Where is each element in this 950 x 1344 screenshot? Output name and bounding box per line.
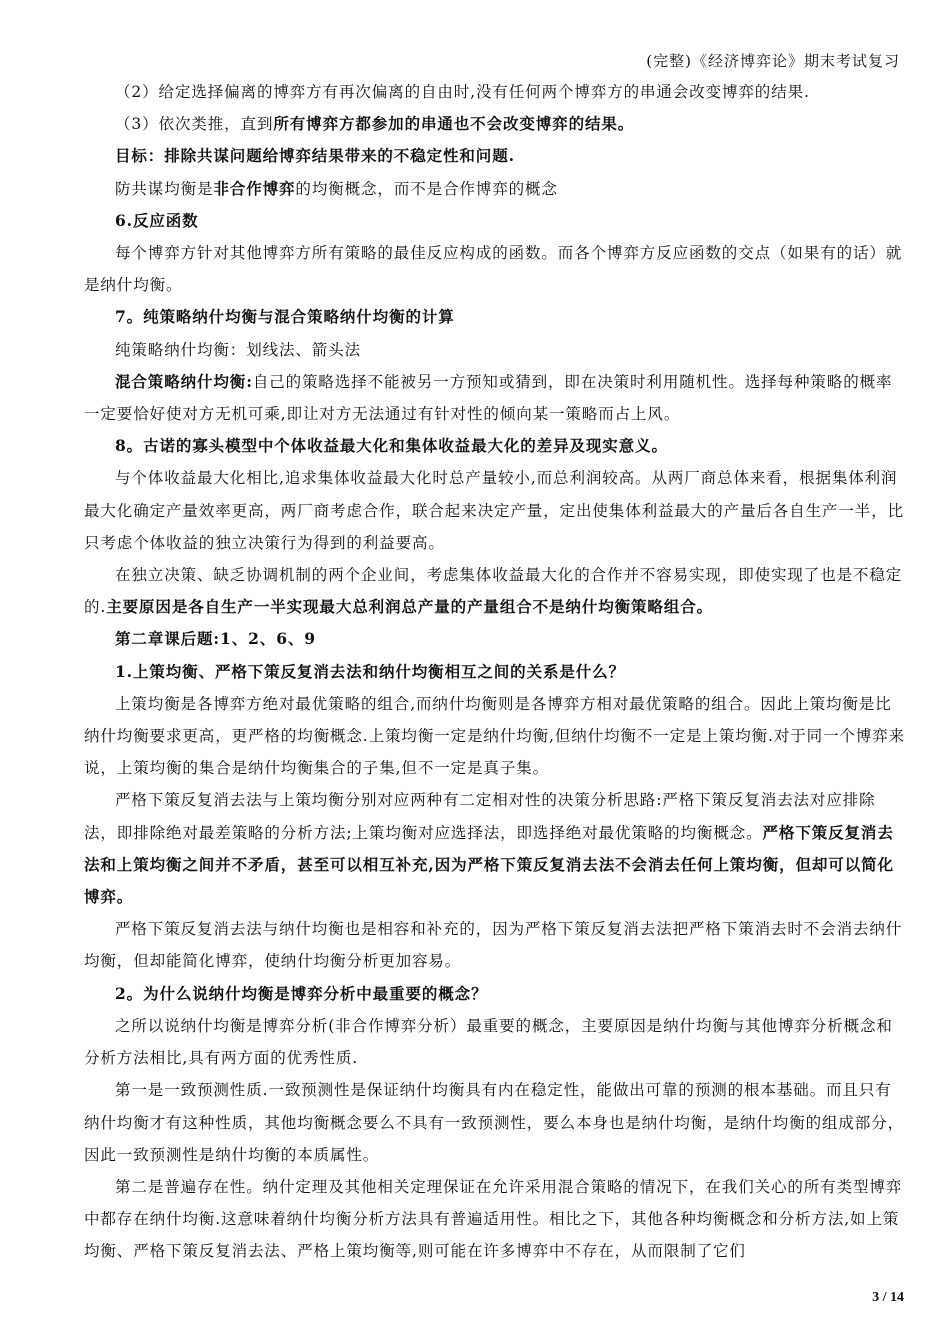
paragraph-nash-importance [84, 1010, 908, 1074]
text-run: 与个体收益最大化相比,追求集体收益最大化时总产量较小,而总利润较高。从两厂商总体来看，根据集体利润最大化确定产量效率更高，两厂商考虑合作，联合起来决定产量，定出使集体利益最大的产量后各自生产一半，比只考虑个体收益的独立决策行为得到的利益要高。 [84, 469, 905, 552]
text-run: 第一是一致预测性质.一致预测性是保证纳什均衡具有内在稳定性，能做出可靠的预测的根本基础。而且只有纳什均衡才有这种性质，其他均衡概念要么不具有一致预测性，要么本身也是纳什均衡，是纳什均衡的组成部分，因此一致预测性是纳什均衡的本质属性。 [84, 1081, 905, 1164]
paragraph-coalition-proof [84, 173, 908, 205]
paragraph-dominant-equilibrium [84, 688, 908, 785]
question-2 [84, 978, 908, 1010]
paragraph-collusion-3 [84, 108, 908, 140]
text-run: 主要原因是各自生产一半实现最大总利润总产量的产量组合不是纳什均衡策略组合。 [106, 597, 714, 617]
text-run: 严格下策反复消去法与纳什均衡也是相容和补充的，因为严格下策反复消去法把严格下策消去时不会消去纳什均衡，但却能简化博弈，使纳什均衡分析更加容易。 [84, 920, 903, 971]
text-run: 在独立决策、缺乏协调机制的两个企业间，考虑集体收益最大化的合作并不容易实现，即使实现了也是不稳定的. [84, 566, 903, 617]
text-run: 第二章课后题:1、2、6、9 [115, 629, 316, 649]
text-run: 纯策略纳什均衡：划线法、箭头法 [115, 340, 362, 359]
paragraph-iterated-elimination [84, 784, 908, 913]
paragraph-collusion-2 [84, 76, 908, 108]
text-run: 严格下策反复消去法和上策均衡之间并不矛盾，甚至可以相互补充,因为严格下策反复消去法不会消去任何上策均衡，但却可以简化博弈。 [84, 822, 894, 907]
text-run: 6.反应函数 [115, 210, 199, 230]
chapter-2-homework [84, 623, 908, 655]
text-run: 第二是普遍存在性。纳什定理及其他相关定理保证在允许采用混合策略的情况下，在我们关心的所有类型博弈中都存在纳什均衡.这意味着纳什均衡分析方法具有普遍适用性。相比之下，其他各种均衡概念和分析方法,如上策均衡、严格下策反复消去法、严格上策均衡等,则可能在许多博弈中不存在，从而限制了它们 [84, 1177, 903, 1261]
text-run: 2。为什么说纳什均衡是博弈分析中最重要的概念？ [115, 983, 488, 1003]
text-run: 目标：排除共谋问题给博弈结果带来的不稳定性和问题. [115, 146, 515, 166]
text-run: 的均衡概念，而不是合作博弈的概念 [295, 179, 558, 198]
text-run: 非合作博弈 [213, 178, 296, 198]
section-heading-8 [84, 430, 908, 462]
document-body [84, 76, 908, 1268]
paragraph-mixed-strategy [84, 366, 908, 430]
text-run: 防共谋均衡是 [115, 179, 214, 198]
paragraph-cournot-2 [84, 559, 908, 623]
paragraph-goal [84, 140, 908, 172]
text-run: 严格下策反复消去法与上策均衡分别对应两种有二定相对性的决策分析思路:严格下策反复消去法对应排除法，即排除绝对最差策略的分析方法;上策均衡对应选择法，即选择绝对最优策略的均衡概念。 [84, 791, 876, 842]
paragraph-pure-strategy [84, 334, 908, 366]
text-run: 每个博弈方针对其他博弈方所有策略的最佳反应构成的函数。而各个博弈方反应函数的交点（如果有的话）就是纳什均衡。 [84, 244, 903, 295]
section-heading-7 [84, 301, 908, 333]
text-run: 之所以说纳什均衡是博弈分析(非合作博弈分析）最重要的概念，主要原因是纳什均衡与其他博弈分析概念和分析方法相比,具有两方面的优秀性质. [84, 1016, 893, 1068]
text-run: 所有博弈方都参加的串通也不会改变博弈的结果。 [273, 114, 635, 134]
text-run: 自己的策略选择不能被另一方预知或猜到，即在决策时利用随机性。选择每种策略的概率一定要恰好使对方无机可乘,即让对方无法通过有针对性的倾向某一策略而占上风。 [84, 372, 893, 424]
page-number: 3 / 14 [872, 1290, 904, 1305]
text-run: 1.上策均衡、严格下策反复消去法和纳什均衡相互之间的关系是什么？ [115, 661, 625, 681]
page-header: (完整)《经济博弈论》期末考试复习 [646, 52, 900, 70]
question-1 [84, 656, 908, 688]
paragraph-cournot-1 [84, 462, 908, 559]
text-run: 混合策略纳什均衡: [115, 371, 253, 391]
paragraph-universal-existence [84, 1171, 908, 1268]
text-run: （2）给定选择偏离的博弈方有再次偏离的自由时,没有任何两个博弈方的串通会改变博弈的结果. [115, 83, 810, 101]
section-heading-6 [84, 205, 908, 237]
text-run: （3）依次类推，直到 [115, 115, 274, 134]
paragraph-consistent-prediction [84, 1074, 908, 1171]
paragraph-reaction-function [84, 237, 908, 301]
paragraph-elimination-nash [84, 913, 908, 977]
text-run: 8。古诺的寡头模型中个体收益最大化和集体收益最大化的差异及现实意义。 [115, 436, 668, 456]
text-run: 7。纯策略纳什均衡与混合策略纳什均衡的计算 [115, 307, 455, 327]
text-run: 上策均衡是各博弈方绝对最优策略的组合,而纳什均衡则是各博弈方相对最优策略的组合。因此上策均衡是比纳什均衡要求更高，更严格的均衡概念.上策均衡一定是纳什均衡,但纳什均衡不一定是上策均衡.对于同一个博弈来说，上策均衡的集合是纳什均衡集合的子集,但不一定是真子集。 [84, 694, 906, 778]
